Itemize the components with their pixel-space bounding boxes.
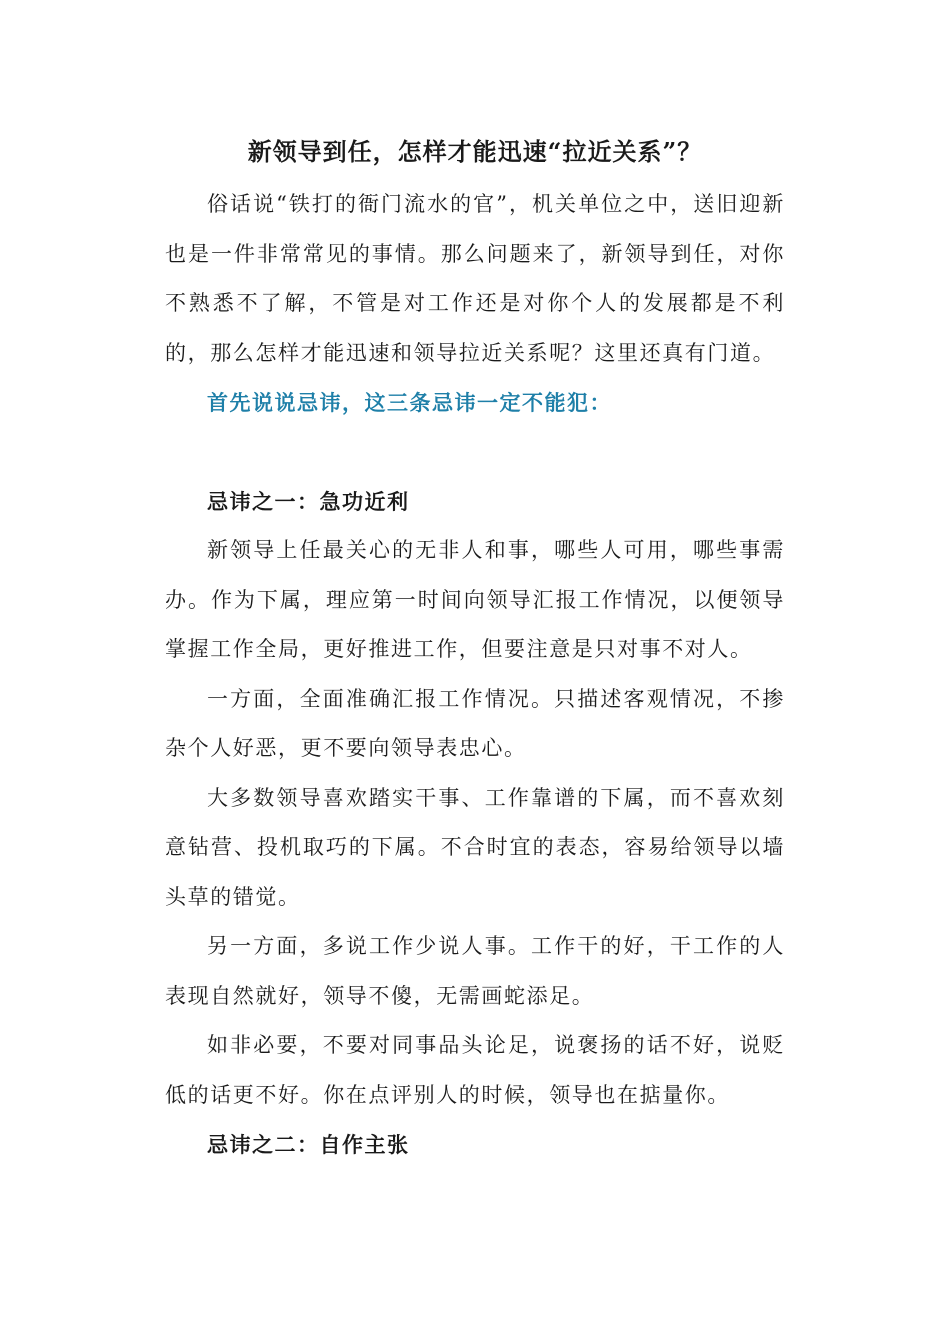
taboo-1-paragraph: 另一方面，多说工作少说人事。工作干的好，干工作的人表现自然就好，领导不傻，无需画蛇添足。	[165, 934, 785, 1008]
section-heading: 首先说说忌讳，这三条忌讳一定不能犯：	[207, 390, 612, 415]
intro-paragraph: 俗话说“铁打的衙门流水的官”，机关单位之中，送旧迎新也是一件非常常见的事情。那么问题来了，新领导到任，对你不熟悉不了解，不管是对工作还是对你个人的发展都是不利的，那么怎样才能迅速和领导拉近关系呢？这里还真有门道。	[165, 192, 785, 365]
taboo-1-paragraph: 如非必要，不要对同事品头论足，说褒扬的话不好，说贬低的话更不好。你在点评别人的时候，领导也在掂量你。	[165, 1033, 785, 1107]
taboo-2-heading: 忌讳之二：自作主张	[207, 1132, 410, 1157]
taboo-1-paragraph: 新领导上任最关心的无非人和事，哪些人可用，哪些事需办。作为下属，理应第一时间向领导汇报工作情况，以便领导掌握工作全局，更好推进工作，但要注意是只对事不对人。	[165, 538, 785, 661]
document-title: 新领导到任，怎样才能迅速“拉近关系”？	[247, 137, 703, 166]
spacer	[165, 428, 785, 477]
taboo-1-paragraph: 一方面，全面准确汇报工作情况。只描述客观情况，不掺杂个人好恶，更不要向领导表忠心。	[165, 686, 785, 760]
taboo-1-paragraph: 大多数领导喜欢踏实干事、工作靠谱的下属，而不喜欢刻意钻营、投机取巧的下属。不合时宜的表态，容易给领导以墙头草的错觉。	[165, 785, 785, 909]
document-body	[165, 180, 785, 1170]
taboo-1-heading: 忌讳之一：急功近利	[207, 488, 410, 514]
